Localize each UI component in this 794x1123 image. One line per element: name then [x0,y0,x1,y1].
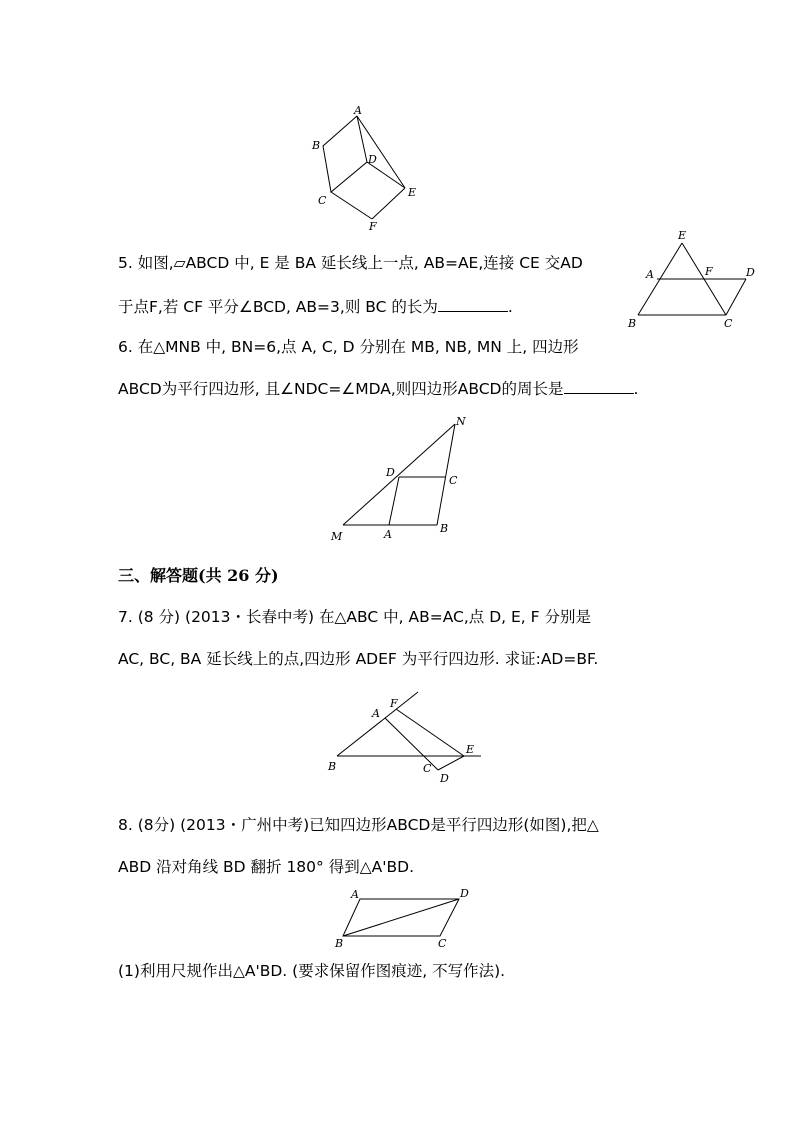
q6-line2 [118,379,638,399]
q5-label-f: F [705,265,713,278]
q7-label-e: E [466,743,475,756]
q6-answer-blank[interactable] [564,379,634,394]
q8-label-b: B [335,937,344,950]
q5-label-e: E [678,229,687,242]
q6-label-c: C [449,474,458,487]
q8-line1: 8. (8分) (2013・广州中考)已知四边形ABCD是平行四边形(如图),把△ [118,816,599,834]
q5-line2-end: . [507,298,513,316]
q5-label-d: D [746,266,755,279]
q5-label-a: A [646,268,654,281]
q8-label-c: C [438,937,447,950]
q8-part1: (1)利用尺规作出△A'BD. (要求保留作图痕迹, 不写作法). [118,962,506,980]
q6-line2-text: ABCD为平行四边形, 且∠NDC=∠MDA,则四边形ABCD的周长是 [118,380,564,398]
q5-label-b: B [628,317,637,330]
q6-label-b: B [440,522,449,535]
q7-line2: AC, BC, BA 延长线上的点,四边形 ADEF 为平行四边形. 求证:AD=BF. [118,650,599,668]
q6-label-m: M [331,530,343,543]
q5-answer-blank[interactable] [438,297,508,312]
q7-line1: 7. (8 分) (2013・长春中考) 在△ABC 中, AB=AC,点 D, E, F 分别是 [118,608,591,626]
cube-label-b: B [312,139,321,152]
q8-label-a: A [351,888,359,901]
q7-label-c: C [423,762,432,775]
q6-label-n: N [456,415,466,428]
q6-label-a: A [384,528,392,541]
q7-label-b: B [328,760,337,773]
cube-label-a: A [354,104,362,117]
q7-label-a: A [372,707,380,720]
q5-line2 [118,297,513,317]
cube-label-e: E [408,186,417,199]
section-title: 三、解答题(共 26 分) [118,566,279,585]
q6-label-d: D [386,466,395,479]
q5-line1: 5. 如图,▱ABCD 中, E 是 BA 延长线上一点, AB=AE,连接 CE 交AD [118,254,583,272]
cube-label-c: C [318,194,327,207]
q7-label-f: F [390,697,398,710]
cube-label-d: D [368,153,377,166]
q6-line1: 6. 在△MNB 中, BN=6,点 A, C, D 分别在 MB, NB, MN 上, 四边形 [118,338,579,356]
q5-label-c: C [724,317,733,330]
q6-line2-end: . [633,380,639,398]
q5-line2-text: 于点F,若 CF 平分∠BCD, AB=3,则 BC 的长为 [118,298,438,316]
q8-line2: ABD 沿对角线 BD 翻折 180° 得到△A'BD. [118,858,414,876]
cube-label-f: F [369,220,377,233]
q8-label-d: D [460,887,469,900]
q7-label-d: D [440,772,449,785]
